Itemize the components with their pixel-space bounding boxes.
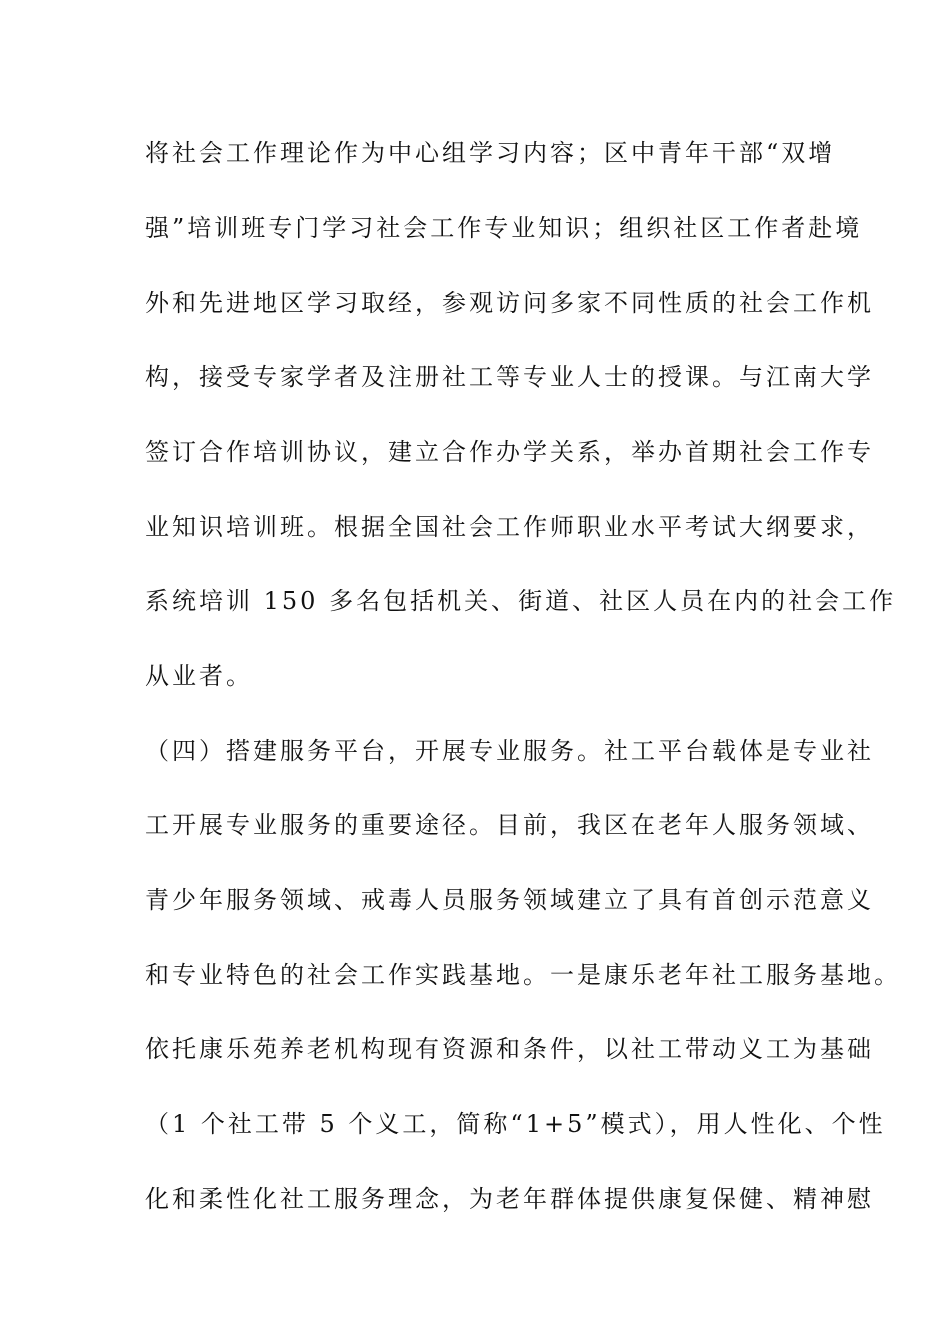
text-line: 将社会工作理论作为中心组学习内容；区中青年干部“双增: [145, 139, 836, 167]
text-line: 构，接受专家学者及注册社工等专业人士的授课。与江南大学: [145, 363, 874, 391]
text-line: 系统培训 150 多名包括机关、街道、社区人员在内的社会工作: [145, 587, 897, 615]
text-line: 业知识培训班。根据全国社会工作师职业水平考试大纲要求，: [145, 513, 874, 541]
text-line: 强”培训班专门学习社会工作专业知识；组织社区工作者赴境: [145, 214, 863, 242]
text-line: 外和先进地区学习取经，参观访问多家不同性质的社会工作机: [145, 289, 874, 317]
text-line: 青少年服务领域、戒毒人员服务领域建立了具有首创示范意义: [145, 886, 874, 914]
text-line: （1 个社工带 5 个义工，简称“1+5”模式），用人性化、个性: [145, 1110, 886, 1138]
text-line: 和专业特色的社会工作实践基地。一是康乐老年社工服务基地。: [145, 961, 901, 989]
text-line: 化和柔性化社工服务理念，为老年群体提供康复保健、精神慰: [145, 1185, 874, 1213]
text-line: （四）搭建服务平台，开展专业服务。社工平台载体是专业社: [145, 737, 874, 765]
text-line: 签订合作培训协议，建立合作办学关系，举办首期社会工作专: [145, 438, 874, 466]
text-line: 工开展专业服务的重要途径。目前，我区在老年人服务领域、: [145, 811, 874, 839]
text-line: 从业者。: [145, 662, 253, 690]
text-line: 依托康乐苑养老机构现有资源和条件，以社工带动义工为基础: [145, 1035, 874, 1063]
